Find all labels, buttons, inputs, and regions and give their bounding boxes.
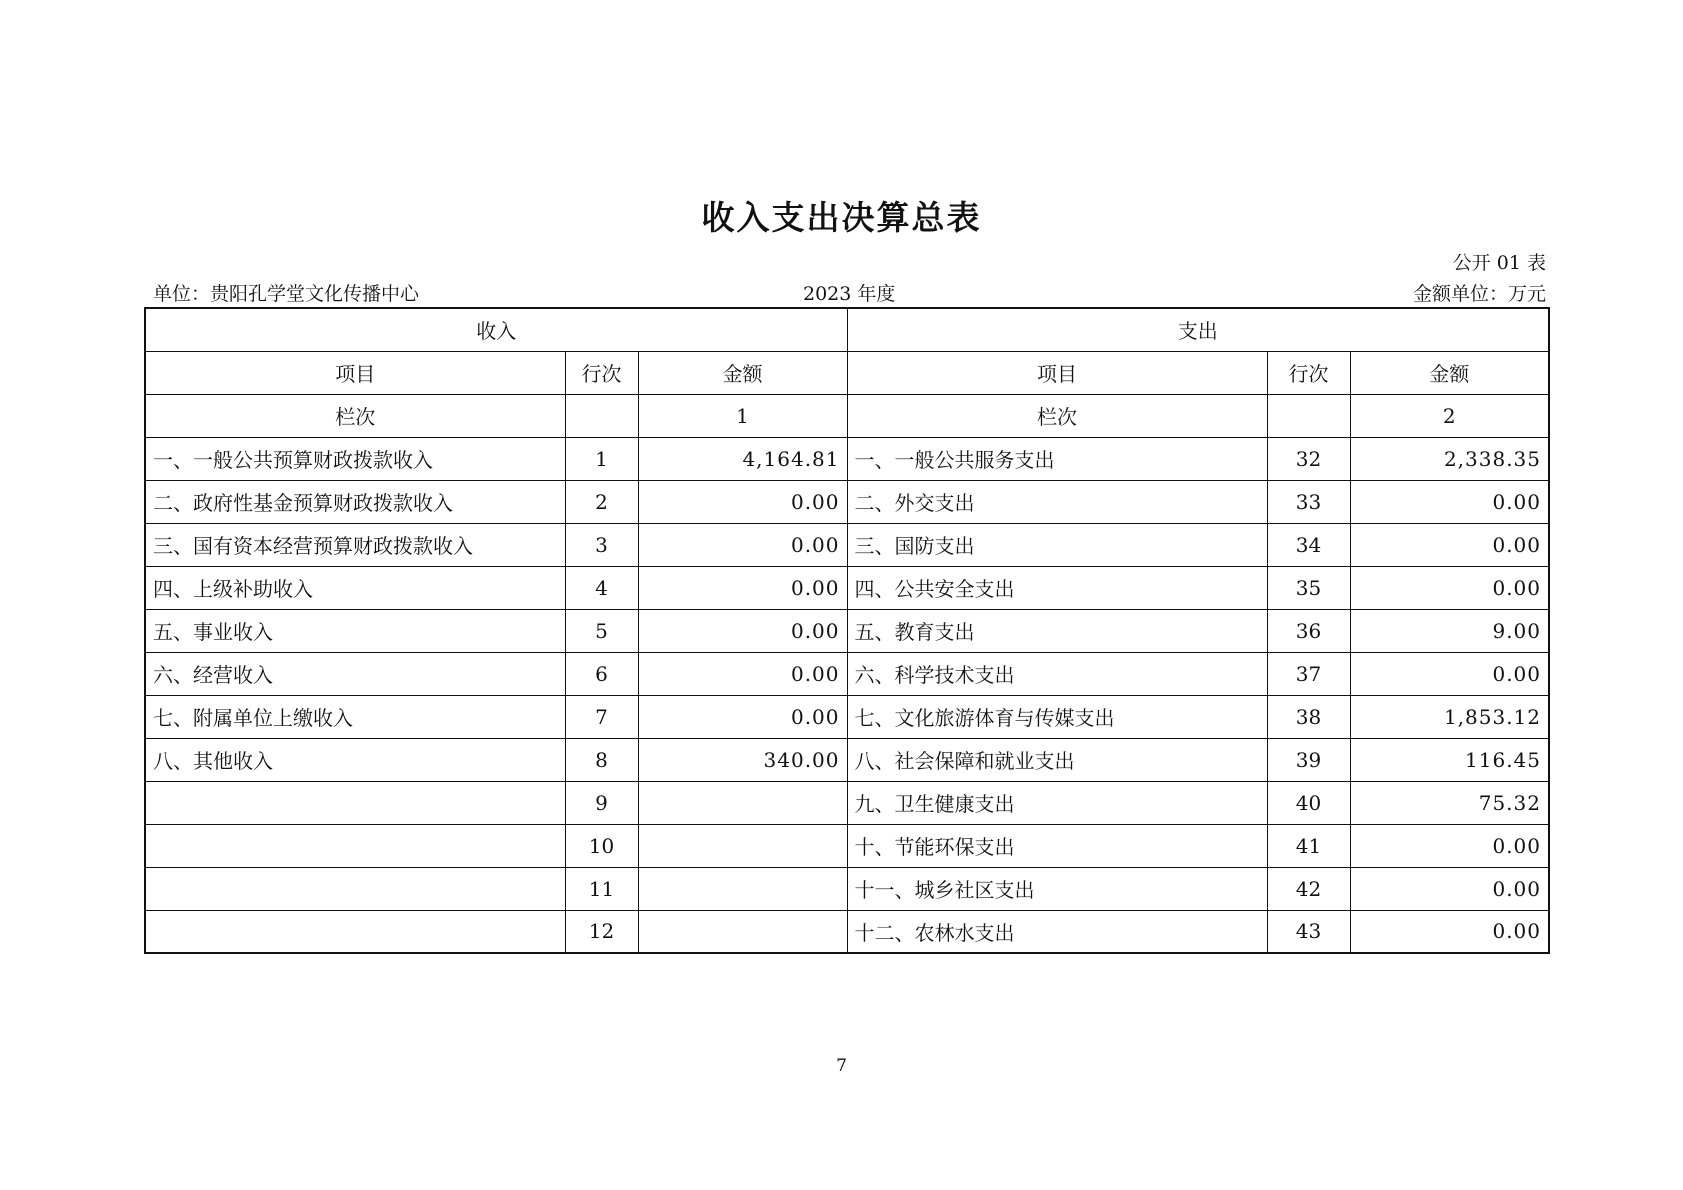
- table-row: [145, 480, 1549, 523]
- expense-line: 35: [1267, 566, 1350, 609]
- income-line: 4: [565, 566, 638, 609]
- expense-item: 十、节能环保支出: [847, 824, 1267, 867]
- expense-amount-header: 金额: [1350, 351, 1549, 394]
- income-item: [145, 824, 565, 867]
- income-line-header: 行次: [565, 351, 638, 394]
- expense-amount: 2,338.35: [1350, 437, 1549, 480]
- expense-line: 37: [1267, 652, 1350, 695]
- expense-item: 七、文化旅游体育与传媒支出: [847, 695, 1267, 738]
- expense-item: 六、科学技术支出: [847, 652, 1267, 695]
- income-item: 六、经营收入: [145, 652, 565, 695]
- page-title: 收入支出决算总表: [701, 198, 982, 237]
- budget-summary-table: [144, 307, 1550, 954]
- expense-column-number: 2: [1350, 394, 1549, 437]
- income-line: 7: [565, 695, 638, 738]
- income-column-number: 1: [638, 394, 847, 437]
- form-number: 公开 01 表: [1452, 252, 1546, 274]
- income-item: [145, 781, 565, 824]
- income-amount: 0.00: [638, 695, 847, 738]
- income-item: 一、一般公共预算财政拨款收入: [145, 437, 565, 480]
- income-amount: 0.00: [638, 609, 847, 652]
- fiscal-year: 2023 年度: [803, 283, 896, 305]
- unit-label: 单位：贵阳孔学堂文化传播中心: [153, 283, 420, 305]
- income-line: 3: [565, 523, 638, 566]
- income-line: 9: [565, 781, 638, 824]
- expense-item: 九、卫生健康支出: [847, 781, 1267, 824]
- income-amount: 340.00: [638, 738, 847, 781]
- expense-line: 42: [1267, 867, 1350, 910]
- expense-item: 四、公共安全支出: [847, 566, 1267, 609]
- expense-item: 八、社会保障和就业支出: [847, 738, 1267, 781]
- section-header-row: [145, 308, 1549, 351]
- expense-amount: 116.45: [1350, 738, 1549, 781]
- expense-line: 38: [1267, 695, 1350, 738]
- income-line: 2: [565, 480, 638, 523]
- expense-line: 40: [1267, 781, 1350, 824]
- expense-amount: 0.00: [1350, 910, 1549, 953]
- money-unit: 金额单位：万元: [1412, 283, 1546, 305]
- expense-amount: 1,853.12: [1350, 695, 1549, 738]
- income-item-header: 项目: [145, 351, 565, 394]
- expense-item: 三、国防支出: [847, 523, 1267, 566]
- page-number: 7: [836, 1056, 847, 1076]
- income-amount: 0.00: [638, 523, 847, 566]
- expense-amount: 0.00: [1350, 566, 1549, 609]
- expense-item-header: 项目: [847, 351, 1267, 394]
- expense-line: 36: [1267, 609, 1350, 652]
- expense-item: 十一、城乡社区支出: [847, 867, 1267, 910]
- expense-amount: 75.32: [1350, 781, 1549, 824]
- table-row: [145, 652, 1549, 695]
- income-amount: 4,164.81: [638, 437, 847, 480]
- expense-item: 十二、农林水支出: [847, 910, 1267, 953]
- income-item: [145, 910, 565, 953]
- expense-item: 二、外交支出: [847, 480, 1267, 523]
- table-row: [145, 824, 1549, 867]
- table-row: [145, 910, 1549, 953]
- expense-line-header: 行次: [1267, 351, 1350, 394]
- income-line: 11: [565, 867, 638, 910]
- table-row: [145, 867, 1549, 910]
- expense-lanci-label: 栏次: [847, 394, 1267, 437]
- income-item: 八、其他收入: [145, 738, 565, 781]
- income-line: 8: [565, 738, 638, 781]
- income-item: 五、事业收入: [145, 609, 565, 652]
- table-row: [145, 609, 1549, 652]
- income-item: 二、政府性基金预算财政拨款收入: [145, 480, 565, 523]
- income-line: 6: [565, 652, 638, 695]
- expense-amount: 9.00: [1350, 609, 1549, 652]
- income-amount: [638, 867, 847, 910]
- income-item: 四、上级补助收入: [145, 566, 565, 609]
- income-amount: 0.00: [638, 566, 847, 609]
- expense-item: 五、教育支出: [847, 609, 1267, 652]
- table-row: [145, 781, 1549, 824]
- expense-amount: 0.00: [1350, 480, 1549, 523]
- expense-amount: 0.00: [1350, 867, 1549, 910]
- income-lanci-label: 栏次: [145, 394, 565, 437]
- income-amount: [638, 781, 847, 824]
- income-amount: [638, 910, 847, 953]
- income-line: 12: [565, 910, 638, 953]
- income-header: 收入: [145, 308, 847, 351]
- expense-line: 32: [1267, 437, 1350, 480]
- income-amount: 0.00: [638, 652, 847, 695]
- income-item: [145, 867, 565, 910]
- expense-item: 一、一般公共服务支出: [847, 437, 1267, 480]
- income-line: 5: [565, 609, 638, 652]
- expense-lanci-blank: [1267, 394, 1350, 437]
- income-amount-header: 金额: [638, 351, 847, 394]
- table-row: [145, 738, 1549, 781]
- income-item: 七、附属单位上缴收入: [145, 695, 565, 738]
- table-row: [145, 695, 1549, 738]
- expense-line: 33: [1267, 480, 1350, 523]
- expense-amount: 0.00: [1350, 523, 1549, 566]
- expense-line: 41: [1267, 824, 1350, 867]
- table-row: [145, 437, 1549, 480]
- expense-line: 43: [1267, 910, 1350, 953]
- expense-line: 39: [1267, 738, 1350, 781]
- expense-amount: 0.00: [1350, 824, 1549, 867]
- expense-line: 34: [1267, 523, 1350, 566]
- expense-amount: 0.00: [1350, 652, 1549, 695]
- table-row: [145, 566, 1549, 609]
- column-number-row: [145, 394, 1549, 437]
- table-row: [145, 523, 1549, 566]
- income-amount: 0.00: [638, 480, 847, 523]
- column-header-row: [145, 351, 1549, 394]
- income-amount: [638, 824, 847, 867]
- income-line: 1: [565, 437, 638, 480]
- income-lanci-blank: [565, 394, 638, 437]
- expense-header: 支出: [847, 308, 1549, 351]
- income-item: 三、国有资本经营预算财政拨款收入: [145, 523, 565, 566]
- income-line: 10: [565, 824, 638, 867]
